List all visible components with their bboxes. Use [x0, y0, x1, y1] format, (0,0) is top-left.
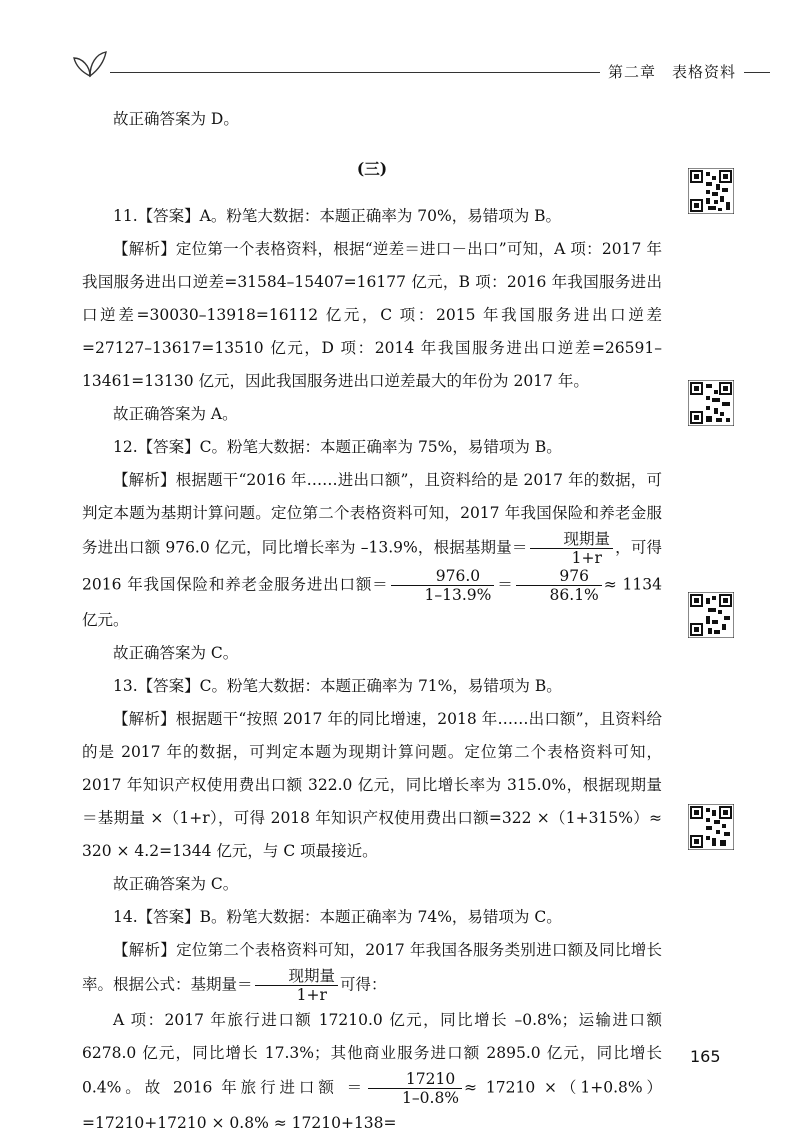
q13-explanation: 【解析】根据题干“按照 2017 年的同比增速，2018 年……出口额”，且资料给的是 2017 年的数据，可判定本题为现期计算问题。定位第二个表格资料可知，2017 年知识产权使用费出口额 322.0 亿元，同比增长率为 315.0%，根据现期量＝基期量 ×（1+r），可得 2018 年知识产权使用费出口额=322 ×（1+315%）≈ 320 × 4.2=1344 亿元，与 C 项最接近。	[82, 710, 662, 860]
q12-text-c: ≈ 1134 亿元。	[82, 575, 662, 629]
answer-line: 故正确答案为 D。	[113, 110, 239, 128]
fraction-denominator: 1+r	[296, 986, 327, 1004]
q12-explanation	[82, 464, 662, 637]
fraction	[368, 1070, 462, 1107]
chapter-number: 第二章	[607, 63, 656, 81]
fraction	[391, 567, 495, 604]
fraction-numerator: 976.0	[391, 567, 495, 586]
fraction-denominator: 1–13.9%	[424, 586, 492, 604]
page-number: 165	[690, 1047, 721, 1066]
fraction	[516, 567, 602, 604]
fraction-numerator: 现期量	[530, 530, 614, 549]
q14-answer: 14.【答案】B。粉笔大数据：本题正确率为 74%，易错项为 C。	[113, 908, 562, 926]
q14-text-d: ≈ 17210 ×（1+0.8%）=17210+17210 × 0.8% ≈ 17210+138=	[82, 1078, 662, 1132]
fraction-numerator: 976	[516, 567, 602, 586]
section-title: (三)	[356, 158, 388, 178]
equals-sign: ＝	[496, 575, 514, 594]
fraction	[255, 967, 339, 1004]
qr-code-icon[interactable]	[688, 804, 734, 850]
fraction-denominator: 86.1%	[549, 586, 599, 604]
page-body	[82, 103, 662, 1140]
qr-code-icon[interactable]	[688, 380, 734, 426]
q12-text-a: 【解析】根据题干“2016 年……进出口额”，且资料给的是 2017 年的数据，可判定本题为基期计算问题。定位第二个表格资料可知，2017 年我国保险和养老金服务进出口额 976.0 亿元，同比增长率为 –13.9%，根据基期量＝	[82, 471, 662, 557]
fraction-denominator: 1–0.8%	[402, 1089, 460, 1107]
q13-final: 故正确答案为 C。	[113, 875, 239, 893]
qr-code-icon[interactable]	[688, 592, 734, 638]
q12-answer: 12.【答案】C。粉笔大数据：本题正确率为 75%，易错项为 B。	[113, 438, 562, 456]
leaf-icon	[70, 44, 110, 84]
q11-answer: 11.【答案】A。粉笔大数据：本题正确率为 70%，易错项为 B。	[113, 207, 562, 225]
fraction-numerator: 17210	[368, 1070, 462, 1089]
q12-text-b: ，可得 2016 年我国保险和养老金服务进出口额＝	[82, 538, 662, 594]
q14-explanation	[82, 934, 662, 1004]
q14-text-a: 【解析】定位第二个表格资料可知，2017 年我国各服务类别进口额及同比增长率。根据公式：基期量＝	[82, 941, 662, 994]
q14-text-c: A 项：2017 年旅行进口额 17210.0 亿元，同比增长 –0.8%；运输进口额 6278.0 亿元，同比增长 17.3%；其他商业服务进口额 2895.0 亿元，同比增长 0.4%。故 2016 年旅行进口额 ＝	[82, 1011, 662, 1097]
chapter-title: 表格资料	[671, 63, 736, 81]
qr-code-icon[interactable]	[688, 168, 734, 214]
page-header	[70, 44, 770, 84]
fraction-numerator: 现期量	[255, 967, 339, 986]
fraction	[530, 530, 614, 567]
chapter-heading	[600, 61, 744, 82]
fraction-denominator: 1+r	[571, 549, 602, 567]
q12-final: 故正确答案为 C。	[113, 644, 239, 662]
q14-text-b: 可得：	[340, 975, 387, 994]
q11-final: 故正确答案为 A。	[113, 405, 238, 423]
q14-option-a	[82, 1004, 662, 1140]
q13-answer: 13.【答案】C。粉笔大数据：本题正确率为 71%，易错项为 B。	[113, 677, 562, 695]
q11-explanation: 【解析】定位第一个表格资料，根据“逆差＝进口－出口”可知，A 项：2017 年我国服务进出口逆差=31584–15407=16177 亿元，B 项：2016 年我国服务进出口逆差=30030–13918=16112 亿元，C 项：2015 年我国服务进出口逆差=27127–13617=13510 亿元，D 项：2014 年我国服务进出口逆差=26591–13461=13130 亿元，因此我国服务进出口逆差最大的年份为 2017 年。	[82, 240, 662, 390]
